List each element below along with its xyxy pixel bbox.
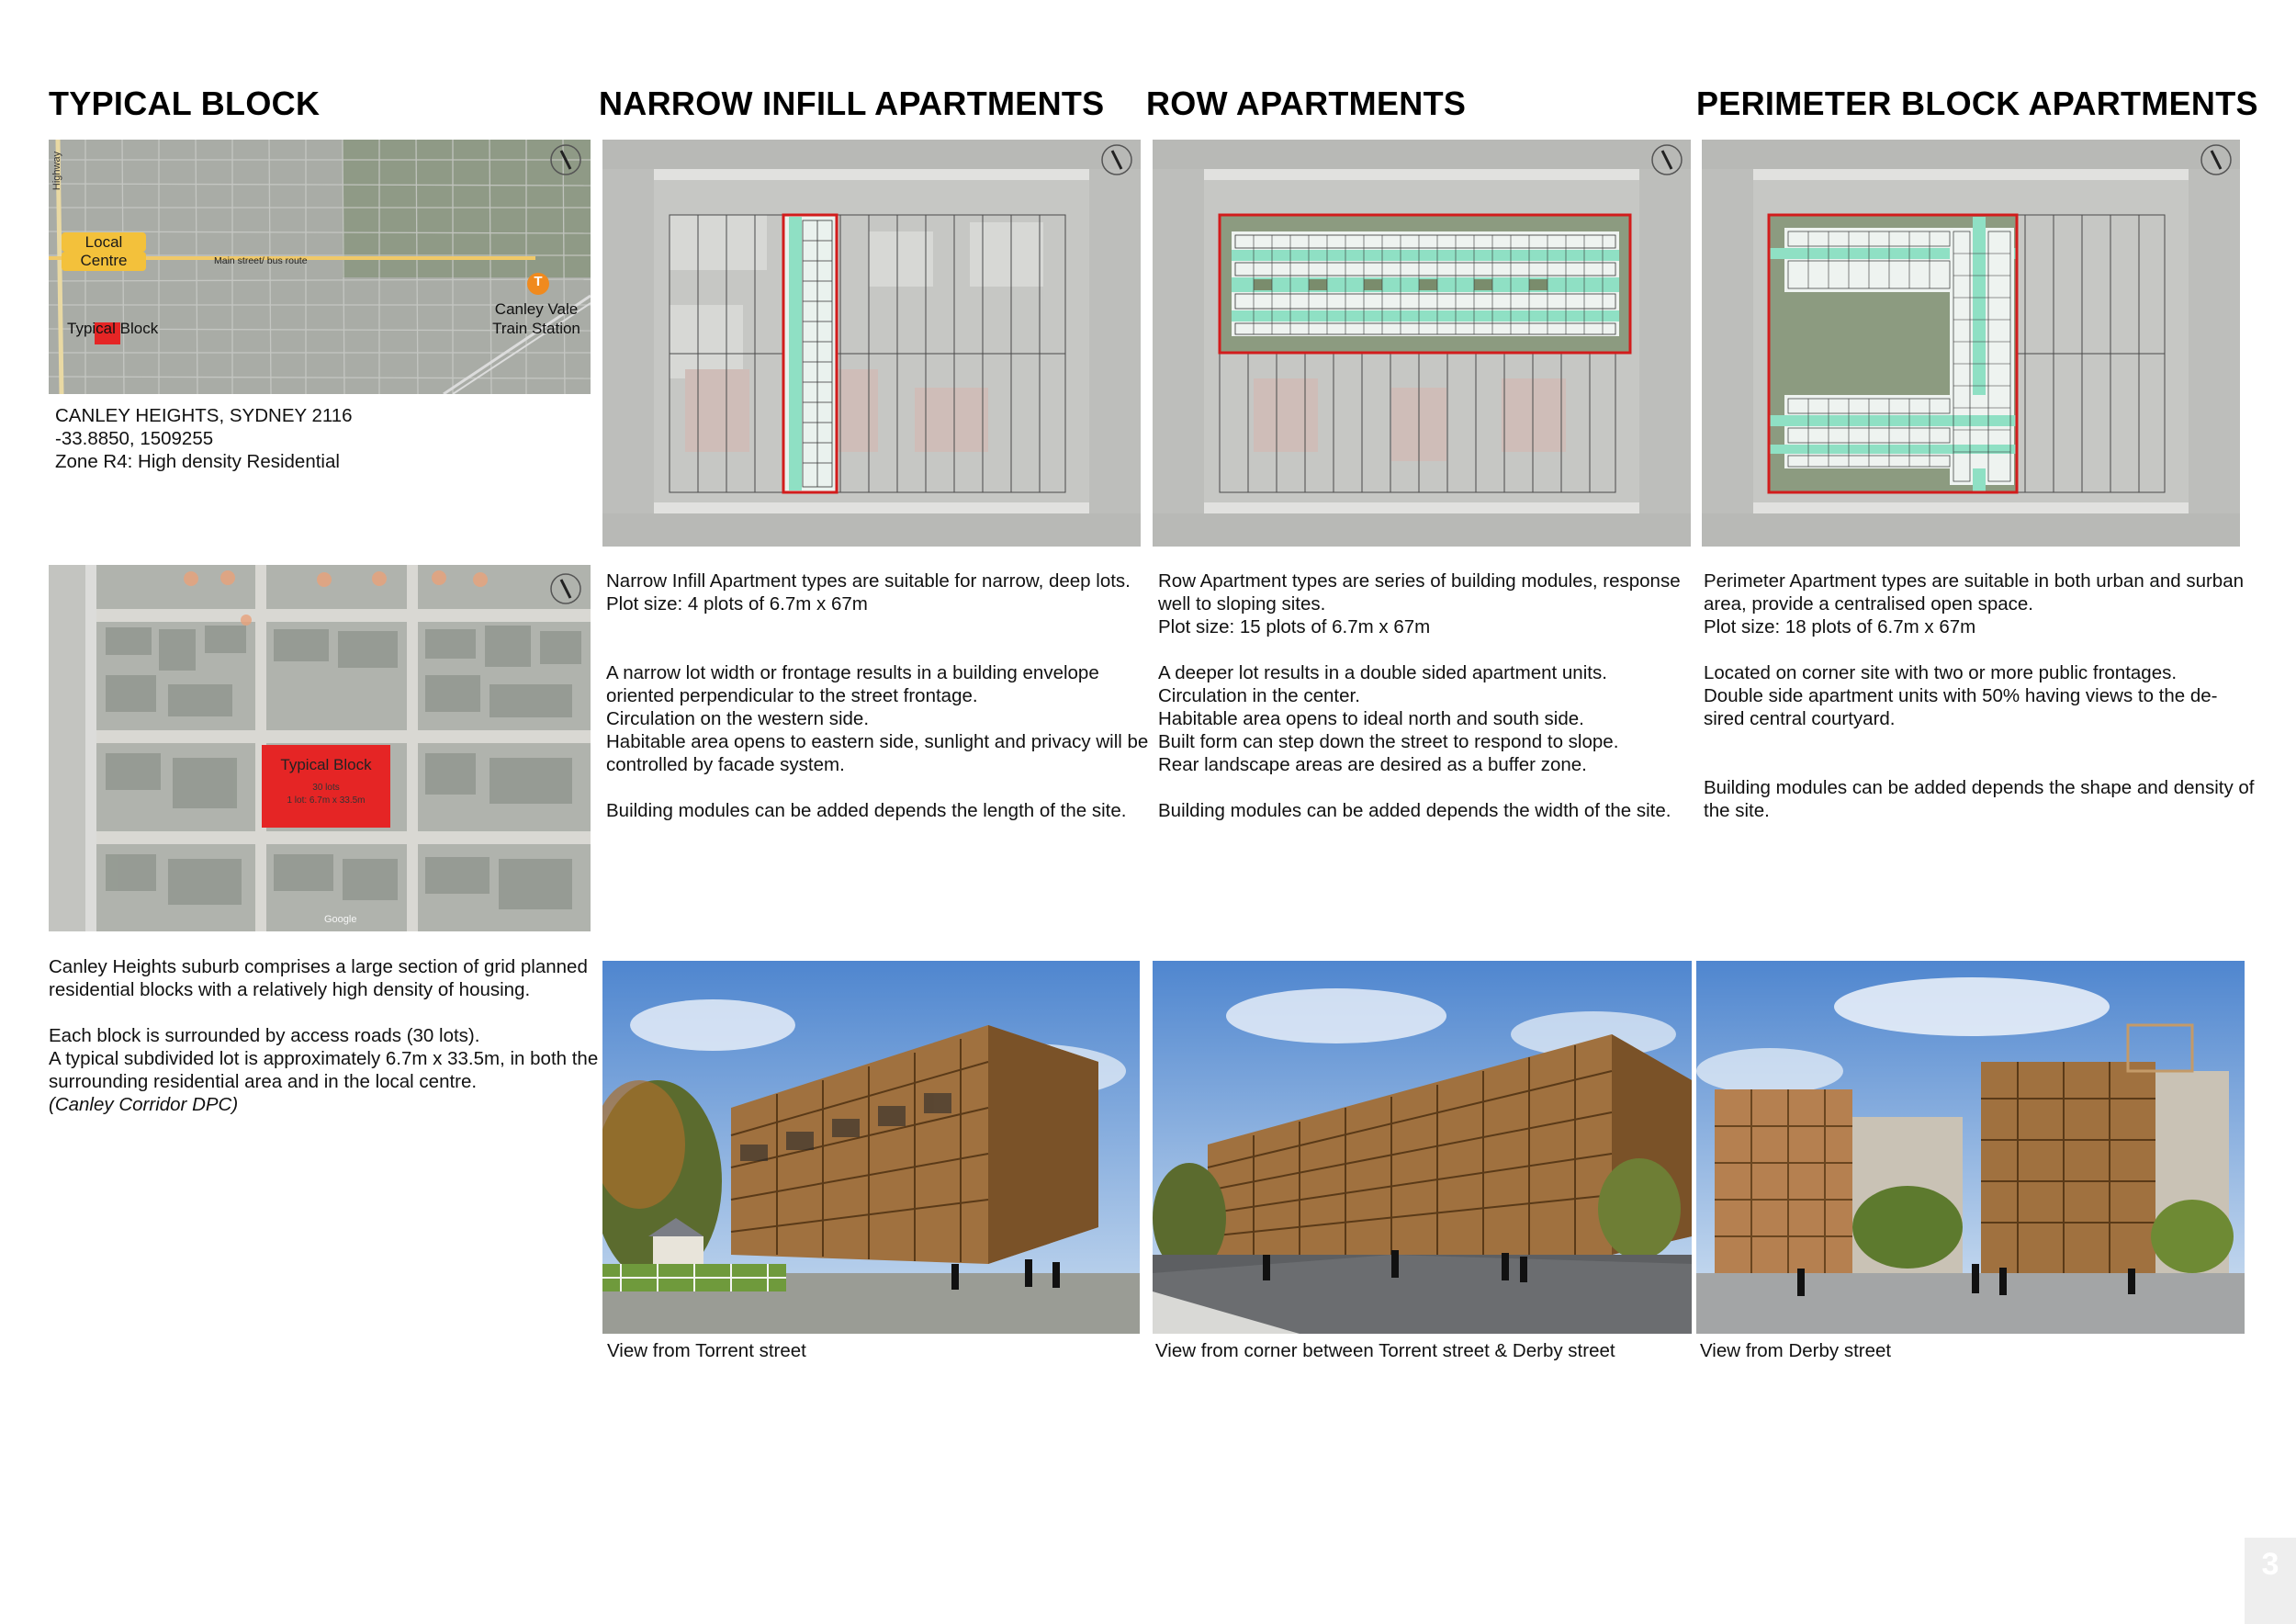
train-icon: T xyxy=(534,274,543,289)
row-apartments-caption: View from corner between Torrent street & Derby street xyxy=(1155,1340,1615,1361)
perimeter-block-caption: View from Derby street xyxy=(1700,1340,1892,1361)
perimeter-block-site-plan xyxy=(1702,140,2240,547)
row-apartments-rendering xyxy=(1153,961,1692,1334)
highway-label: Highway xyxy=(51,151,63,191)
perimeter-block-rendering xyxy=(1696,961,2245,1334)
narrow-infill-caption: View from Torrent street xyxy=(607,1340,806,1361)
typical-block-map xyxy=(49,565,591,931)
typical-block-title: TYPICAL BLOCK xyxy=(49,85,321,122)
narrow-infill-title: NARROW INFILL APARTMENTS xyxy=(599,85,1105,122)
block-title-label: Typical Block xyxy=(280,756,372,773)
local-centre-label: Local Centre xyxy=(80,233,128,269)
main-street-label: Main street/ bus route xyxy=(214,255,308,266)
narrow-infill-site-plan xyxy=(602,140,1141,547)
perimeter-block-description: Perimeter Apartment types are suitable in both urban and surban area, provide a centralised open space. Plot size: 18 plots of 6.7m x 67m Located on corner site with two or more public frontages. Double side apartment units with 50% having views to the de-sired central courtyard. Building modules can be added depends the shape and density of the site. xyxy=(1704,570,2255,821)
narrow-infill-rendering xyxy=(602,961,1140,1334)
location-details: CANLEY HEIGHTS, SYDNEY 2116 -33.8850, 1509255 Zone R4: High density Residential xyxy=(55,405,353,472)
narrow-infill-description: Narrow Infill Apartment types are suitable for narrow, deep lots. Plot size: 4 plots of 6.7m x 67m A narrow lot width or frontage results in a building envelope oriented perpendicular to the street frontage. Circulation on the western side. Habitable area opens to eastern side, sunlight and privacy will be controlled by facade system. Building modules can be added depends the length of the site. xyxy=(606,570,1149,821)
location-map xyxy=(49,140,591,394)
row-apartments-description: Row Apartment types are series of building modules, response well to sloping sites. Plot size: 15 plots of 6.7m x 67m A deeper lot results in a double sided apartment units. Circulation in the center. Habitable area opens to ideal north and south side. Built form can step down the street to respond to slope. Rear landscape areas are desired as a buffer zone. Building modules can be added depends the width of the site. xyxy=(1158,570,1681,821)
typical-block-description: Canley Heights suburb comprises a large section of grid planned residential blocks with a relatively high density of housing. Each block is surrounded by access roads (30 lots). A typical subdivided lot is approximately 6.7m x 33.5m, in both the surrounding residential area and in the local centre. (Canley Corridor DPC) xyxy=(49,956,599,1115)
google-attribution: Google xyxy=(324,914,357,925)
block-lot-info: 30 lots 1 lot: 6.7m x 33.5m xyxy=(287,783,366,806)
typical-block-map-label: Typical Block xyxy=(67,320,159,337)
train-station-label: Canley Vale Train Station xyxy=(492,300,580,337)
perimeter-block-title: PERIMETER BLOCK APARTMENTS xyxy=(1696,85,2258,122)
row-apartments-site-plan xyxy=(1153,140,1691,547)
row-apartments-title: ROW APARTMENTS xyxy=(1146,85,1467,122)
page-number: 3 xyxy=(2261,1547,2279,1582)
